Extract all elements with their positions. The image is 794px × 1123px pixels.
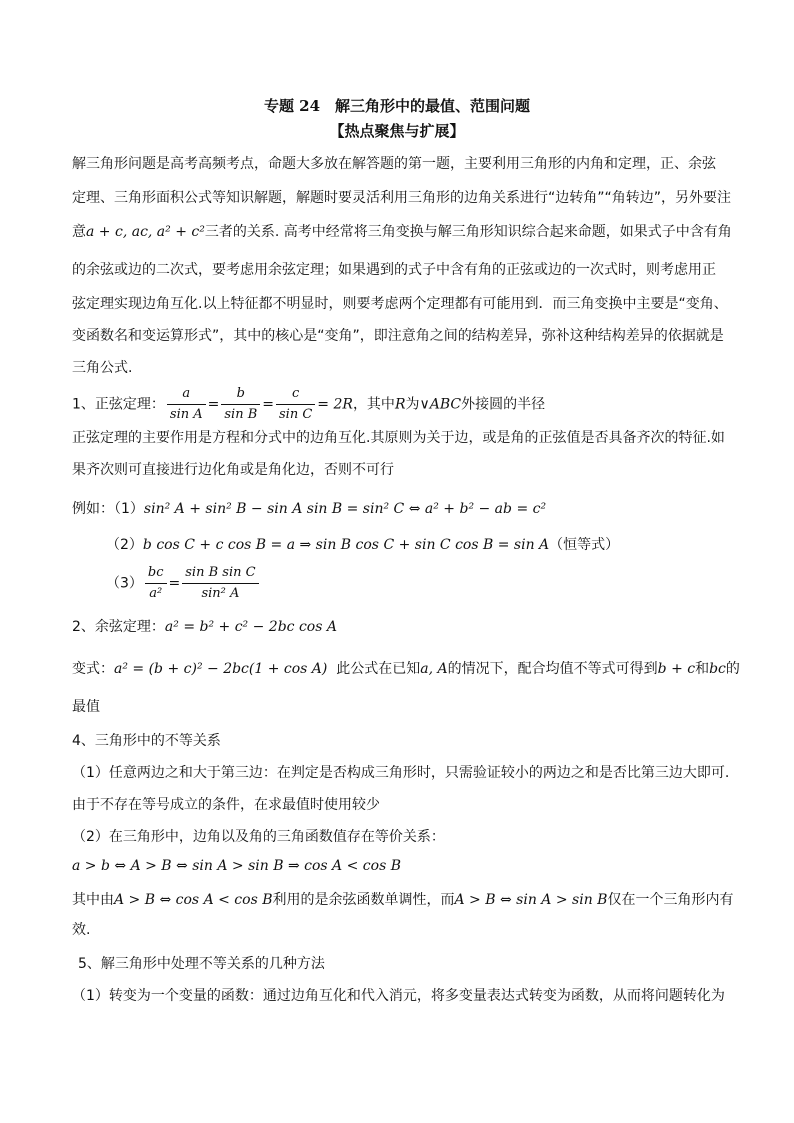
cosine-law-label: 2、余弦定理： — [72, 619, 165, 635]
variant-text-1: 此公式在已知 — [336, 661, 421, 677]
methods-p1: （1）转变为一个变量的函数：通过边角互化和代入消元，将多变量表达式转变为函数，从而将问题转化为 — [72, 988, 725, 1004]
intro-line-5: 弦定理实现边角互化.以上特征都不明显时，则要考虑两个定理都有可能用到．而三角变换中主要是“变角、 — [72, 296, 728, 312]
intro-line-3-end: 三者的关系. 高考中经常将三角变换与解三角形知识综合起来命题，如果式子中含有角 — [204, 224, 732, 240]
example-2-formula: b cos C + c cos B = a ⇒ sin B cos C + sin C cos B = sin A — [142, 537, 550, 553]
example-3-label: （3） — [106, 575, 143, 592]
variant-text-4: 的 — [725, 661, 740, 677]
variant-math-3: bc — [709, 661, 726, 677]
intro-math-expression: a + c, ac, a² + c² — [86, 224, 205, 240]
example-2 — [106, 535, 619, 555]
sine-law-after: ，其中 — [352, 396, 395, 413]
sine-law-for: 为 — [405, 396, 420, 413]
inequality-chain: a > b ⇔ A > B ⇔ sin A > sin B ⇒ cos A < cos B — [72, 858, 401, 874]
variant-math-2: b + c — [657, 661, 696, 677]
sine-law-formula: 1、正弦定理： $\frac{a}{\text{sin A}}$ = $\frac{b}{\text{sin B}}$ = $\frac{c}{\text{sin C}}$ = 2R，其中R为∨ABC外接圆的半径 — [72, 384, 545, 425]
fraction-numerator: b — [236, 386, 245, 401]
p3-math-1: A > B ⇔ cos A < cos B — [114, 892, 273, 908]
fraction-numerator: a — [182, 386, 191, 401]
methods-heading: 5、解三角形中处理不等关系的几种方法 — [78, 956, 325, 972]
sine-law-equals-2R: = 2R — [317, 396, 353, 413]
example-2-label: （2） — [106, 537, 143, 553]
variant-text-3: 和 — [695, 661, 710, 677]
fraction-denominator: sin B — [221, 404, 260, 425]
cosine-law-formula: a² = b² + c² − 2bc cos A — [164, 619, 337, 635]
inequalities-heading: 4、三角形中的不等关系 — [72, 733, 221, 749]
inequalities-p1a: （1）任意两边之和大于第三边：在判定是否构成三角形时，只需验证较小的两边之和是否比第三边大即可. — [72, 765, 730, 781]
fraction-bc-a2 — [145, 563, 167, 604]
p3-text-a: 其中由 — [72, 892, 114, 908]
fraction-denominator: a² — [145, 583, 167, 604]
p3-text-c: 仅在一个三角形内有 — [607, 892, 734, 908]
fraction-numerator: sin B sin C — [185, 565, 256, 580]
fraction-a-sinA — [167, 384, 206, 425]
cosine-law — [72, 617, 337, 637]
p3-math-2: A > B ⇔ sin A > sin B — [454, 892, 608, 908]
fraction-numerator: bc — [147, 565, 164, 580]
sine-law-end: 外接圆的半径 — [461, 396, 546, 413]
example-label: 例如：（1） — [72, 501, 144, 517]
cosine-variant — [72, 659, 740, 679]
fraction-denominator: sin A — [167, 404, 206, 425]
radius-symbol: R — [394, 396, 406, 413]
example-2-note: （恒等式） — [549, 537, 620, 553]
triangle-abc-symbol: ∨ABC — [419, 396, 462, 413]
sine-law-label: 1、正弦定理： — [72, 396, 165, 413]
fraction-denominator: sin² A — [182, 583, 258, 604]
intro-line-3-start: 意 — [72, 224, 86, 240]
example-3: （3） $\frac{bc}{\text{a²}}$ = $\frac{\text{sin B sin C}}{\text{sin² A}}$ — [106, 563, 261, 604]
variant-math-1: a, A — [420, 661, 448, 677]
fraction-b-sinB — [221, 384, 260, 425]
intro-line-3 — [72, 222, 732, 242]
intro-line-4: 的余弦或边的二次式，要考虑用余弦定理；如果遇到的式子中含有角的正弦或边的一次式时，则考虑用正 — [72, 262, 716, 278]
variant-text-5: 最值 — [72, 699, 100, 715]
intro-line-7: 三角公式. — [72, 360, 133, 376]
intro-line-2: 定理、三角形面积公式等知识解题，解题时要灵活利用三角形的边角关系进行“边转角”“角转边”，另外要注 — [72, 190, 732, 206]
inequalities-p2: （2）在三角形中，边角以及角的三角函数值存在等价关系： — [72, 829, 445, 845]
fraction-denominator: sin C — [276, 404, 315, 425]
variant-formula: a² = (b + c)² − 2bc(1 + cos A) — [114, 661, 328, 677]
intro-line-6: 变函数名和变运算形式”，其中的核心是“变角”，即注意角之间的结构差异，弥补这种结构差异的依据就是 — [72, 328, 724, 344]
fraction-c-sinC — [276, 384, 315, 425]
sine-law-desc-2: 果齐次则可直接进行边化角或是角化边，否则不可行 — [72, 462, 394, 478]
example-1 — [72, 499, 546, 519]
example-1-formula: sin² A + sin² B − sin A sin B = sin² C ⇔ a² + b² − ab = c² — [143, 501, 547, 517]
inequalities-p3 — [72, 890, 733, 910]
p3-text-b: 利用的是余弦函数单调性，而 — [272, 892, 455, 908]
sine-law-desc-1: 正弦定理的主要作用是方程和分式中的边角互化.其原则为关于边，或是角的正弦值是否具备齐次的特征.如 — [72, 430, 725, 446]
inequalities-p3d: 效. — [72, 922, 91, 938]
inequalities-p1b: 由于不存在等号成立的条件，在求最值时使用较少 — [72, 797, 380, 813]
fraction-sin-ratio — [182, 563, 258, 604]
section-subtitle: 【热点聚焦与扩展】 — [329, 122, 465, 140]
fraction-numerator: c — [292, 386, 300, 401]
variant-label: 变式： — [72, 661, 114, 677]
variant-text-2: 的情况下，配合均值不等式可得到 — [447, 661, 658, 677]
page-title: 专题 24 解三角形中的最值、范围问题 — [263, 97, 531, 115]
intro-line-1: 解三角形问题是高考高频考点，命题大多放在解答题的第一题，主要利用三角形的内角和定理，正、余弦 — [72, 156, 716, 172]
